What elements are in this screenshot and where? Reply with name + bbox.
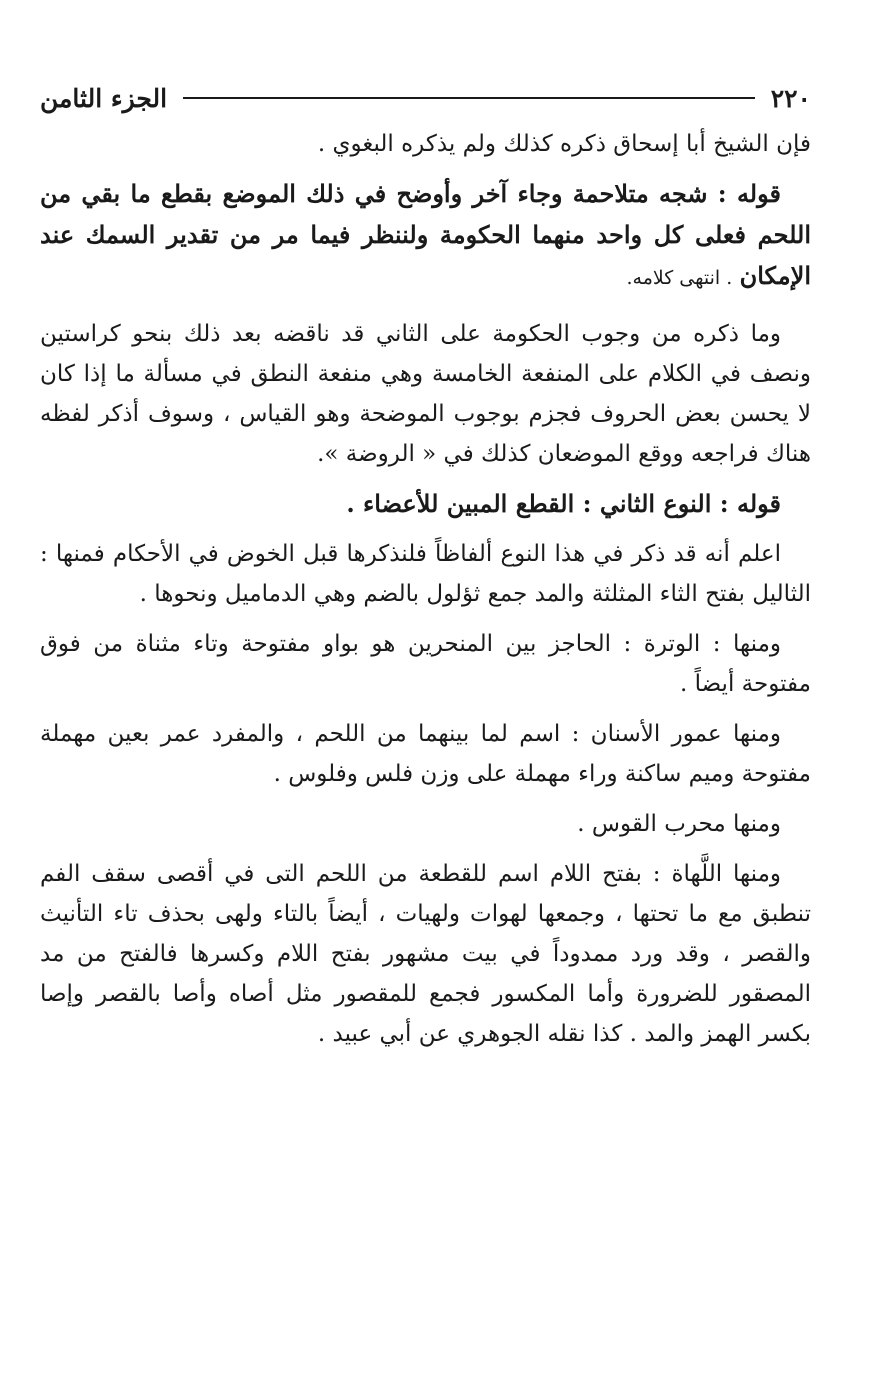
section-heading: قوله : النوع الثاني : القطع المبين للأعضاء . [346, 489, 781, 518]
page-header [40, 78, 811, 118]
paragraph-5: اعلم أنه قد ذكر في هذا النوع ألفاظاً فلنذكرها قبل الخوض في الأحكام فمنها : الثاليل بفتح الثاء المثلثة والمد جمع ثؤلول بالضم وهي الدماميل ونحوها . [40, 541, 811, 607]
header-rule [183, 97, 755, 99]
page-number: ٢٢٠ [770, 83, 811, 113]
running-title: الجزء الثامن [40, 83, 168, 113]
book-page [40, 78, 811, 1344]
paragraph-3: وما ذكره من وجوب الحكومة على الثاني قد ناقضه بعد ذلك بنحو كراستين ونصف في الكلام على المنفعة الخامسة وهي منفعة النطق في مسألة ما إذا كان لا يحسن بعض الحروف فجزم بوجوب الموضحة وهو القياس ، وسوف أذكر لفظه هناك فراجعه ووقع الموضعان كذلك في « الروضة ». [40, 321, 811, 467]
quote-tail: . انتهى كلامه. [626, 267, 733, 289]
paragraph-2 [40, 174, 811, 298]
paragraph-1: فإن الشيخ أبا إسحاق ذكره كذلك ولم يذكره البغوي . [317, 131, 811, 157]
paragraph-8: ومنها محرب القوس . [577, 811, 781, 837]
quote-text: قوله : شجه متلاحمة وجاء آخر وأوضح في ذلك الموضع بقطع ما بقي من اللحم فعلى كل واحد منهما الحكومة ولننظر فيما مر من تقدير السمك عند الإمكان [40, 179, 811, 290]
paragraph-6: ومنها : الوترة : الحاجز بين المنحرين هو بواو مفتوحة وتاء مثناة من فوق مفتوحة أيضاً . [40, 631, 811, 697]
paragraph-9: ومنها اللَّهاة : بفتح اللام اسم للقطعة من اللحم التى في أقصى سقف الفم تنطبق مع ما تحتها ، وجمعها لهوات ولهيات ، أيضاً بالتاء ولهى بحذف تاء التأنيث والقصر ، وقد ورد ممدوداً في بيت مشهور بفتح اللام وكسرها فالفتح من مد المصقور للضرورة وأما المكسور فجمع للمقصور مثل أصاه وأصا بالقصر وإصا بكسر الهمز والمد . كذا نقله الجوهري عن أبي عبيد . [40, 861, 811, 1047]
paragraph-7: ومنها عمور الأسنان : اسم لما بينهما من اللحم ، والمفرد عمر بعين مهملة مفتوحة وميم ساكنة وراء مهملة على وزن فلس وفلوس . [40, 721, 811, 787]
